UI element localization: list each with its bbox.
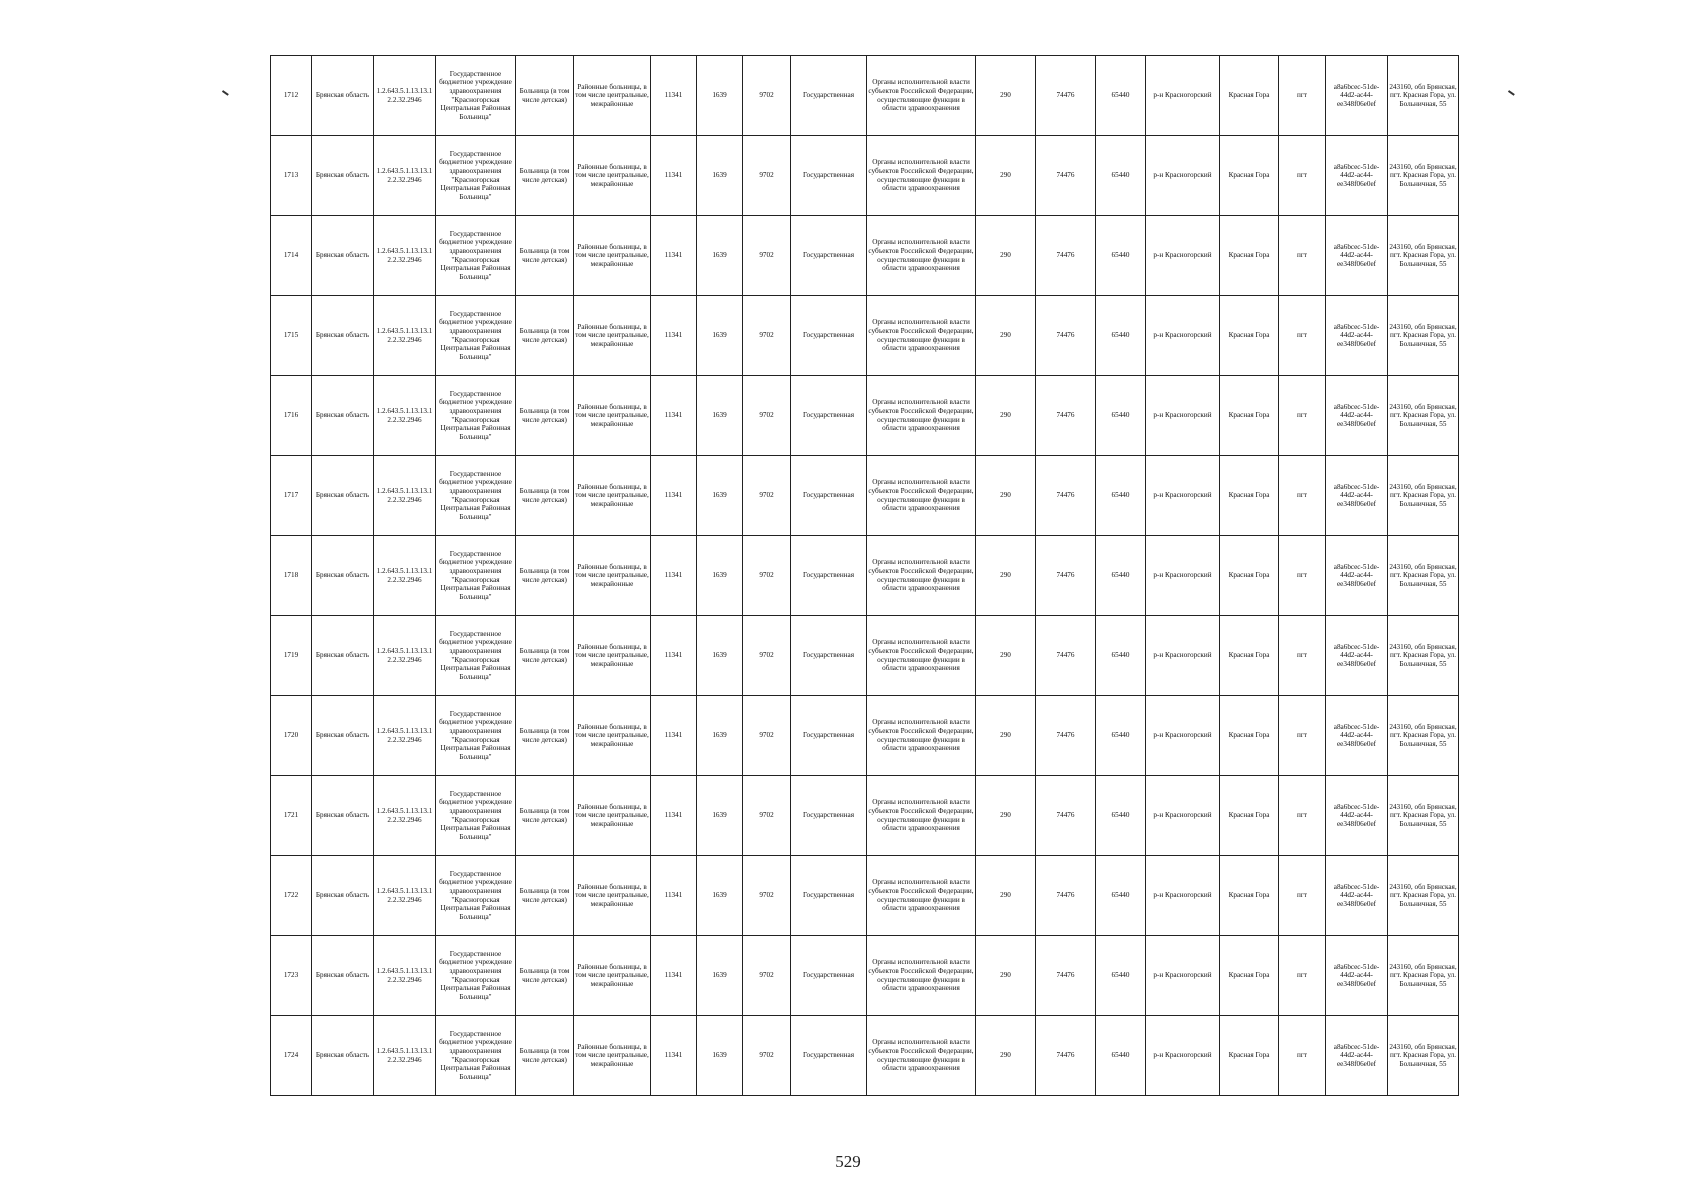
ownership-cell: Государственная	[791, 376, 867, 456]
ownership-cell: Государственная	[791, 936, 867, 1016]
facility-subtype-cell: Районные больницы, в том числе центральные, межрайонные	[574, 936, 651, 1016]
code-3-cell: 9702	[743, 936, 791, 1016]
page-number: 529	[835, 1152, 861, 1171]
code-2-cell: 1639	[697, 616, 743, 696]
address-cell: 243160, обл Брянская, пгт. Красная Гора, ул. Больничная, 55	[1388, 856, 1459, 936]
facility-type-cell: Больница (в том числе детская)	[516, 1016, 574, 1096]
oid-code-cell: 1.2.643.5.1.13.13.12.2.32.2946	[374, 776, 436, 856]
guid-cell: a8a6bcec-51de-44d2-ac44-ee348f06e0ef	[1326, 136, 1388, 216]
facility-subtype-cell: Районные больницы, в том числе центральные, межрайонные	[574, 696, 651, 776]
locality-type-cell: пгт	[1279, 856, 1326, 936]
code-2-cell: 1639	[697, 136, 743, 216]
region-cell: Брянская область	[312, 136, 374, 216]
code-5-cell: 74476	[1036, 376, 1096, 456]
row-number: 1717	[271, 456, 312, 536]
facility-type-cell: Больница (в том числе детская)	[516, 536, 574, 616]
region-cell: Брянская область	[312, 776, 374, 856]
district-cell: р-н Красногорский	[1146, 1016, 1220, 1096]
address-cell: 243160, обл Брянская, пгт. Красная Гора, ул. Больничная, 55	[1388, 696, 1459, 776]
code-2-cell: 1639	[697, 536, 743, 616]
locality-type-cell: пгт	[1279, 456, 1326, 536]
locality-type-cell: пгт	[1279, 616, 1326, 696]
region-cell: Брянская область	[312, 1016, 374, 1096]
code-6-cell: 65440	[1096, 1016, 1146, 1096]
guid-cell: a8a6bcec-51de-44d2-ac44-ee348f06e0ef	[1326, 616, 1388, 696]
guid-cell: a8a6bcec-51de-44d2-ac44-ee348f06e0ef	[1326, 856, 1388, 936]
code-1-cell: 11341	[651, 456, 697, 536]
table-row	[271, 856, 1459, 936]
district-cell: р-н Красногорский	[1146, 376, 1220, 456]
code-6-cell: 65440	[1096, 856, 1146, 936]
code-1-cell: 11341	[651, 376, 697, 456]
authority-cell: Органы исполнительной власти субъектов Российской Федерации, осуществляющие функции в области здравоохранения	[867, 936, 976, 1016]
ownership-cell: Государственная	[791, 696, 867, 776]
authority-cell: Органы исполнительной власти субъектов Российской Федерации, осуществляющие функции в области здравоохранения	[867, 136, 976, 216]
address-cell: 243160, обл Брянская, пгт. Красная Гора, ул. Больничная, 55	[1388, 136, 1459, 216]
district-cell: р-н Красногорский	[1146, 216, 1220, 296]
ownership-cell: Государственная	[791, 296, 867, 376]
table-row	[271, 1016, 1459, 1096]
code-2-cell: 1639	[697, 56, 743, 136]
locality-cell: Красная Гора	[1220, 216, 1279, 296]
code-1-cell: 11341	[651, 296, 697, 376]
code-5-cell: 74476	[1036, 1016, 1096, 1096]
ownership-cell: Государственная	[791, 616, 867, 696]
locality-cell: Красная Гора	[1220, 376, 1279, 456]
guid-cell: a8a6bcec-51de-44d2-ac44-ee348f06e0ef	[1326, 936, 1388, 1016]
code-3-cell: 9702	[743, 456, 791, 536]
row-number: 1718	[271, 536, 312, 616]
locality-cell: Красная Гора	[1220, 936, 1279, 1016]
locality-type-cell: пгт	[1279, 136, 1326, 216]
locality-cell: Красная Гора	[1220, 56, 1279, 136]
oid-code-cell: 1.2.643.5.1.13.13.12.2.32.2946	[374, 296, 436, 376]
locality-cell: Красная Гора	[1220, 856, 1279, 936]
code-3-cell: 9702	[743, 136, 791, 216]
code-1-cell: 11341	[651, 216, 697, 296]
locality-type-cell: пгт	[1279, 776, 1326, 856]
facility-type-cell: Больница (в том числе детская)	[516, 776, 574, 856]
district-cell: р-н Красногорский	[1146, 856, 1220, 936]
institution-name-cell: Государственное бюджетное учреждение здравоохранения "Красногорская Центральная Районная Больница"	[436, 776, 516, 856]
oid-code-cell: 1.2.643.5.1.13.13.12.2.32.2946	[374, 56, 436, 136]
code-6-cell: 65440	[1096, 456, 1146, 536]
institution-name-cell: Государственное бюджетное учреждение здравоохранения "Красногорская Центральная Районная Больница"	[436, 536, 516, 616]
scan-mark-right	[1508, 90, 1515, 95]
facility-type-cell: Больница (в том числе детская)	[516, 936, 574, 1016]
code-6-cell: 65440	[1096, 936, 1146, 1016]
code-6-cell: 65440	[1096, 616, 1146, 696]
district-cell: р-н Красногорский	[1146, 536, 1220, 616]
facility-subtype-cell: Районные больницы, в том числе центральные, межрайонные	[574, 856, 651, 936]
code-2-cell: 1639	[697, 936, 743, 1016]
ownership-cell: Государственная	[791, 536, 867, 616]
address-cell: 243160, обл Брянская, пгт. Красная Гора, ул. Больничная, 55	[1388, 56, 1459, 136]
oid-code-cell: 1.2.643.5.1.13.13.12.2.32.2946	[374, 216, 436, 296]
table-row	[271, 456, 1459, 536]
ownership-cell: Государственная	[791, 56, 867, 136]
oid-code-cell: 1.2.643.5.1.13.13.12.2.32.2946	[374, 536, 436, 616]
scan-mark-left	[222, 90, 229, 95]
code-4-cell: 290	[976, 616, 1036, 696]
region-cell: Брянская область	[312, 696, 374, 776]
code-5-cell: 74476	[1036, 296, 1096, 376]
locality-cell: Красная Гора	[1220, 1016, 1279, 1096]
region-cell: Брянская область	[312, 216, 374, 296]
code-5-cell: 74476	[1036, 456, 1096, 536]
authority-cell: Органы исполнительной власти субъектов Российской Федерации, осуществляющие функции в области здравоохранения	[867, 536, 976, 616]
locality-type-cell: пгт	[1279, 1016, 1326, 1096]
facility-subtype-cell: Районные больницы, в том числе центральные, межрайонные	[574, 296, 651, 376]
authority-cell: Органы исполнительной власти субъектов Российской Федерации, осуществляющие функции в области здравоохранения	[867, 376, 976, 456]
locality-type-cell: пгт	[1279, 536, 1326, 616]
code-3-cell: 9702	[743, 296, 791, 376]
region-cell: Брянская область	[312, 296, 374, 376]
address-cell: 243160, обл Брянская, пгт. Красная Гора, ул. Больничная, 55	[1388, 1016, 1459, 1096]
code-6-cell: 65440	[1096, 536, 1146, 616]
row-number: 1724	[271, 1016, 312, 1096]
code-4-cell: 290	[976, 376, 1036, 456]
address-cell: 243160, обл Брянская, пгт. Красная Гора, ул. Больничная, 55	[1388, 376, 1459, 456]
institution-name-cell: Государственное бюджетное учреждение здравоохранения "Красногорская Центральная Районная Больница"	[436, 136, 516, 216]
region-cell: Брянская область	[312, 456, 374, 536]
facility-subtype-cell: Районные больницы, в том числе центральные, межрайонные	[574, 456, 651, 536]
guid-cell: a8a6bcec-51de-44d2-ac44-ee348f06e0ef	[1326, 296, 1388, 376]
district-cell: р-н Красногорский	[1146, 456, 1220, 536]
register-table	[270, 55, 1459, 1096]
institution-name-cell: Государственное бюджетное учреждение здравоохранения "Красногорская Центральная Районная Больница"	[436, 936, 516, 1016]
code-1-cell: 11341	[651, 616, 697, 696]
facility-type-cell: Больница (в том числе детская)	[516, 136, 574, 216]
ownership-cell: Государственная	[791, 216, 867, 296]
code-4-cell: 290	[976, 936, 1036, 1016]
oid-code-cell: 1.2.643.5.1.13.13.12.2.32.2946	[374, 696, 436, 776]
table-row	[271, 776, 1459, 856]
oid-code-cell: 1.2.643.5.1.13.13.12.2.32.2946	[374, 936, 436, 1016]
code-3-cell: 9702	[743, 856, 791, 936]
code-2-cell: 1639	[697, 1016, 743, 1096]
locality-type-cell: пгт	[1279, 56, 1326, 136]
code-2-cell: 1639	[697, 856, 743, 936]
facility-type-cell: Больница (в том числе детская)	[516, 456, 574, 536]
row-number: 1715	[271, 296, 312, 376]
code-4-cell: 290	[976, 856, 1036, 936]
code-4-cell: 290	[976, 776, 1036, 856]
institution-name-cell: Государственное бюджетное учреждение здравоохранения "Красногорская Центральная Районная Больница"	[436, 1016, 516, 1096]
row-number: 1720	[271, 696, 312, 776]
code-5-cell: 74476	[1036, 696, 1096, 776]
facility-subtype-cell: Районные больницы, в том числе центральные, межрайонные	[574, 56, 651, 136]
code-4-cell: 290	[976, 456, 1036, 536]
district-cell: р-н Красногорский	[1146, 776, 1220, 856]
oid-code-cell: 1.2.643.5.1.13.13.12.2.32.2946	[374, 456, 436, 536]
address-cell: 243160, обл Брянская, пгт. Красная Гора, ул. Больничная, 55	[1388, 536, 1459, 616]
code-5-cell: 74476	[1036, 56, 1096, 136]
locality-cell: Красная Гора	[1220, 616, 1279, 696]
locality-cell: Красная Гора	[1220, 536, 1279, 616]
authority-cell: Органы исполнительной власти субъектов Российской Федерации, осуществляющие функции в области здравоохранения	[867, 216, 976, 296]
locality-cell: Красная Гора	[1220, 456, 1279, 536]
authority-cell: Органы исполнительной власти субъектов Российской Федерации, осуществляющие функции в области здравоохранения	[867, 296, 976, 376]
institution-name-cell: Государственное бюджетное учреждение здравоохранения "Красногорская Центральная Районная Больница"	[436, 376, 516, 456]
locality-cell: Красная Гора	[1220, 696, 1279, 776]
code-4-cell: 290	[976, 136, 1036, 216]
institution-name-cell: Государственное бюджетное учреждение здравоохранения "Красногорская Центральная Районная Больница"	[436, 216, 516, 296]
code-3-cell: 9702	[743, 536, 791, 616]
district-cell: р-н Красногорский	[1146, 136, 1220, 216]
code-5-cell: 74476	[1036, 136, 1096, 216]
guid-cell: a8a6bcec-51de-44d2-ac44-ee348f06e0ef	[1326, 776, 1388, 856]
guid-cell: a8a6bcec-51de-44d2-ac44-ee348f06e0ef	[1326, 216, 1388, 296]
guid-cell: a8a6bcec-51de-44d2-ac44-ee348f06e0ef	[1326, 56, 1388, 136]
region-cell: Брянская область	[312, 376, 374, 456]
authority-cell: Органы исполнительной власти субъектов Российской Федерации, осуществляющие функции в области здравоохранения	[867, 616, 976, 696]
code-3-cell: 9702	[743, 376, 791, 456]
row-number: 1716	[271, 376, 312, 456]
authority-cell: Органы исполнительной власти субъектов Российской Федерации, осуществляющие функции в области здравоохранения	[867, 56, 976, 136]
facility-type-cell: Больница (в том числе детская)	[516, 56, 574, 136]
institution-name-cell: Государственное бюджетное учреждение здравоохранения "Красногорская Центральная Районная Больница"	[436, 616, 516, 696]
oid-code-cell: 1.2.643.5.1.13.13.12.2.32.2946	[374, 616, 436, 696]
row-number: 1722	[271, 856, 312, 936]
guid-cell: a8a6bcec-51de-44d2-ac44-ee348f06e0ef	[1326, 456, 1388, 536]
address-cell: 243160, обл Брянская, пгт. Красная Гора, ул. Больничная, 55	[1388, 216, 1459, 296]
code-6-cell: 65440	[1096, 216, 1146, 296]
code-6-cell: 65440	[1096, 56, 1146, 136]
table-row	[271, 696, 1459, 776]
code-1-cell: 11341	[651, 536, 697, 616]
district-cell: р-н Красногорский	[1146, 616, 1220, 696]
locality-cell: Красная Гора	[1220, 296, 1279, 376]
institution-name-cell: Государственное бюджетное учреждение здравоохранения "Красногорская Центральная Районная Больница"	[436, 456, 516, 536]
table-row	[271, 216, 1459, 296]
code-2-cell: 1639	[697, 696, 743, 776]
region-cell: Брянская область	[312, 56, 374, 136]
address-cell: 243160, обл Брянская, пгт. Красная Гора, ул. Больничная, 55	[1388, 456, 1459, 536]
facility-type-cell: Больница (в том числе детская)	[516, 296, 574, 376]
authority-cell: Органы исполнительной власти субъектов Российской Федерации, осуществляющие функции в области здравоохранения	[867, 856, 976, 936]
facility-subtype-cell: Районные больницы, в том числе центральные, межрайонные	[574, 216, 651, 296]
code-1-cell: 11341	[651, 1016, 697, 1096]
facility-subtype-cell: Районные больницы, в том числе центральные, межрайонные	[574, 536, 651, 616]
locality-type-cell: пгт	[1279, 696, 1326, 776]
row-number: 1719	[271, 616, 312, 696]
code-6-cell: 65440	[1096, 136, 1146, 216]
code-2-cell: 1639	[697, 216, 743, 296]
guid-cell: a8a6bcec-51de-44d2-ac44-ee348f06e0ef	[1326, 1016, 1388, 1096]
oid-code-cell: 1.2.643.5.1.13.13.12.2.32.2946	[374, 1016, 436, 1096]
code-2-cell: 1639	[697, 456, 743, 536]
code-4-cell: 290	[976, 56, 1036, 136]
district-cell: р-н Красногорский	[1146, 296, 1220, 376]
authority-cell: Органы исполнительной власти субъектов Российской Федерации, осуществляющие функции в области здравоохранения	[867, 696, 976, 776]
facility-type-cell: Больница (в том числе детская)	[516, 696, 574, 776]
table-row	[271, 136, 1459, 216]
facility-type-cell: Больница (в том числе детская)	[516, 616, 574, 696]
ownership-cell: Государственная	[791, 856, 867, 936]
address-cell: 243160, обл Брянская, пгт. Красная Гора, ул. Больничная, 55	[1388, 936, 1459, 1016]
code-4-cell: 290	[976, 1016, 1036, 1096]
locality-type-cell: пгт	[1279, 296, 1326, 376]
district-cell: р-н Красногорский	[1146, 696, 1220, 776]
code-5-cell: 74476	[1036, 536, 1096, 616]
facility-subtype-cell: Районные больницы, в том числе центральные, межрайонные	[574, 376, 651, 456]
facility-subtype-cell: Районные больницы, в том числе центральные, межрайонные	[574, 776, 651, 856]
ownership-cell: Государственная	[791, 136, 867, 216]
code-1-cell: 11341	[651, 136, 697, 216]
table-row	[271, 616, 1459, 696]
facility-subtype-cell: Районные больницы, в том числе центральные, межрайонные	[574, 1016, 651, 1096]
code-4-cell: 290	[976, 216, 1036, 296]
institution-name-cell: Государственное бюджетное учреждение здравоохранения "Красногорская Центральная Районная Больница"	[436, 856, 516, 936]
table-row	[271, 56, 1459, 136]
facility-type-cell: Больница (в том числе детская)	[516, 856, 574, 936]
authority-cell: Органы исполнительной власти субъектов Российской Федерации, осуществляющие функции в области здравоохранения	[867, 1016, 976, 1096]
table-row	[271, 376, 1459, 456]
code-6-cell: 65440	[1096, 776, 1146, 856]
code-5-cell: 74476	[1036, 856, 1096, 936]
table-row	[271, 936, 1459, 1016]
code-3-cell: 9702	[743, 776, 791, 856]
ownership-cell: Государственная	[791, 456, 867, 536]
code-6-cell: 65440	[1096, 696, 1146, 776]
locality-type-cell: пгт	[1279, 936, 1326, 1016]
institution-name-cell: Государственное бюджетное учреждение здравоохранения "Красногорская Центральная Районная Больница"	[436, 296, 516, 376]
code-5-cell: 74476	[1036, 776, 1096, 856]
address-cell: 243160, обл Брянская, пгт. Красная Гора, ул. Больничная, 55	[1388, 616, 1459, 696]
guid-cell: a8a6bcec-51de-44d2-ac44-ee348f06e0ef	[1326, 376, 1388, 456]
district-cell: р-н Красногорский	[1146, 936, 1220, 1016]
row-number: 1714	[271, 216, 312, 296]
region-cell: Брянская область	[312, 536, 374, 616]
district-cell: р-н Красногорский	[1146, 56, 1220, 136]
code-5-cell: 74476	[1036, 936, 1096, 1016]
address-cell: 243160, обл Брянская, пгт. Красная Гора, ул. Больничная, 55	[1388, 776, 1459, 856]
code-2-cell: 1639	[697, 376, 743, 456]
oid-code-cell: 1.2.643.5.1.13.13.12.2.32.2946	[374, 856, 436, 936]
code-1-cell: 11341	[651, 776, 697, 856]
region-cell: Брянская область	[312, 936, 374, 1016]
locality-type-cell: пгт	[1279, 376, 1326, 456]
code-1-cell: 11341	[651, 696, 697, 776]
locality-cell: Красная Гора	[1220, 776, 1279, 856]
table-row	[271, 296, 1459, 376]
code-3-cell: 9702	[743, 56, 791, 136]
code-4-cell: 290	[976, 296, 1036, 376]
facility-type-cell: Больница (в том числе детская)	[516, 376, 574, 456]
code-3-cell: 9702	[743, 1016, 791, 1096]
code-5-cell: 74476	[1036, 216, 1096, 296]
facility-type-cell: Больница (в том числе детская)	[516, 216, 574, 296]
facility-subtype-cell: Районные больницы, в том числе центральные, межрайонные	[574, 136, 651, 216]
code-1-cell: 11341	[651, 856, 697, 936]
facility-subtype-cell: Районные больницы, в том числе центральные, межрайонные	[574, 616, 651, 696]
guid-cell: a8a6bcec-51de-44d2-ac44-ee348f06e0ef	[1326, 536, 1388, 616]
register-sheet	[270, 55, 1458, 1096]
oid-code-cell: 1.2.643.5.1.13.13.12.2.32.2946	[374, 136, 436, 216]
code-4-cell: 290	[976, 536, 1036, 616]
code-6-cell: 65440	[1096, 376, 1146, 456]
code-2-cell: 1639	[697, 776, 743, 856]
code-1-cell: 11341	[651, 56, 697, 136]
institution-name-cell: Государственное бюджетное учреждение здравоохранения "Красногорская Центральная Районная Больница"	[436, 696, 516, 776]
code-3-cell: 9702	[743, 616, 791, 696]
region-cell: Брянская область	[312, 616, 374, 696]
row-number: 1712	[271, 56, 312, 136]
code-6-cell: 65440	[1096, 296, 1146, 376]
code-1-cell: 11341	[651, 936, 697, 1016]
oid-code-cell: 1.2.643.5.1.13.13.12.2.32.2946	[374, 376, 436, 456]
authority-cell: Органы исполнительной власти субъектов Российской Федерации, осуществляющие функции в области здравоохранения	[867, 776, 976, 856]
guid-cell: a8a6bcec-51de-44d2-ac44-ee348f06e0ef	[1326, 696, 1388, 776]
row-number: 1721	[271, 776, 312, 856]
code-3-cell: 9702	[743, 696, 791, 776]
institution-name-cell: Государственное бюджетное учреждение здравоохранения "Красногорская Центральная Районная Больница"	[436, 56, 516, 136]
ownership-cell: Государственная	[791, 776, 867, 856]
row-number: 1723	[271, 936, 312, 1016]
locality-type-cell: пгт	[1279, 216, 1326, 296]
code-4-cell: 290	[976, 696, 1036, 776]
address-cell: 243160, обл Брянская, пгт. Красная Гора, ул. Больничная, 55	[1388, 296, 1459, 376]
locality-cell: Красная Гора	[1220, 136, 1279, 216]
code-3-cell: 9702	[743, 216, 791, 296]
authority-cell: Органы исполнительной власти субъектов Российской Федерации, осуществляющие функции в области здравоохранения	[867, 456, 976, 536]
row-number: 1713	[271, 136, 312, 216]
code-5-cell: 74476	[1036, 616, 1096, 696]
region-cell: Брянская область	[312, 856, 374, 936]
code-2-cell: 1639	[697, 296, 743, 376]
ownership-cell: Государственная	[791, 1016, 867, 1096]
table-row	[271, 536, 1459, 616]
